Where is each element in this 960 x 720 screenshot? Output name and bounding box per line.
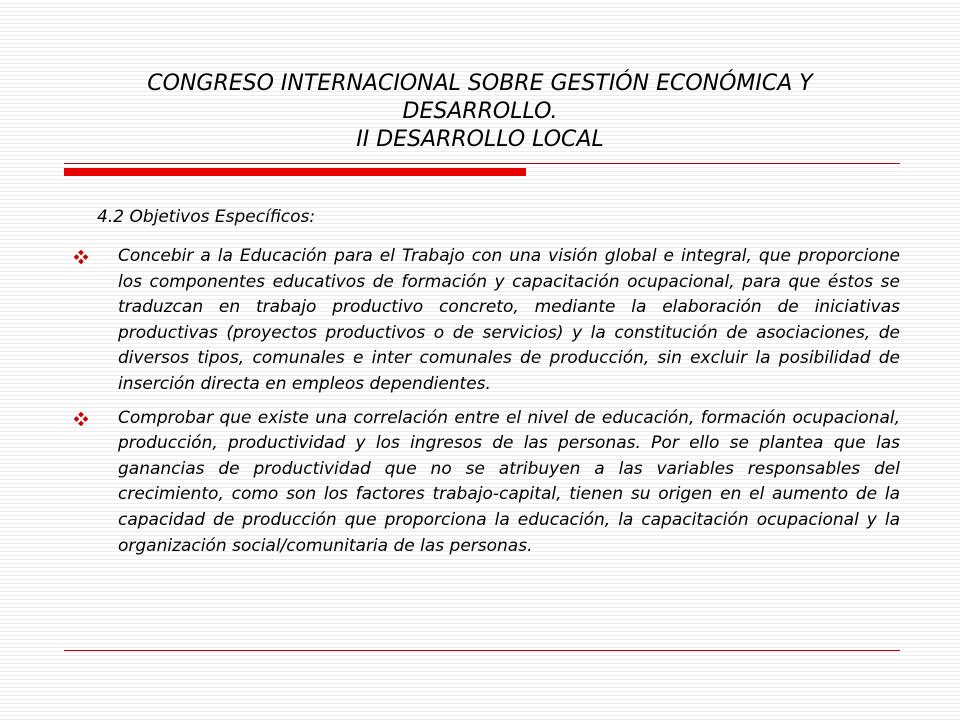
slide-title	[70, 70, 890, 154]
title-line-1: CONGRESO INTERNACIONAL SOBRE GESTIÓN ECONÓMICA Y	[147, 71, 813, 96]
title-line-2: DESARROLLO.	[402, 99, 558, 124]
objective-item	[70, 406, 900, 560]
title-divider-thick	[64, 168, 526, 176]
footer-divider	[64, 650, 900, 651]
diamond-bullet-icon	[74, 250, 88, 264]
objectives-list	[70, 244, 900, 567]
objective-text: Concebir a la Educación para el Trabajo con una visión global e integral, que proporcione los componentes educativos de formación y capacitación ocupacional, para que éstos se traduzcan en trabajo productivo concreto, mediante la elaboración de iniciativas productivas (proyectos productivos o de servicios) y la constitución de asociaciones, de diversos tipos, comunales e inter comunales de producción, sin excluir la posibilidad de inserción directa en empleos dependientes.	[118, 246, 900, 394]
objective-item	[70, 244, 900, 398]
diamond-bullet-icon	[74, 412, 88, 426]
title-divider-thin	[64, 163, 900, 164]
objective-text: Comprobar que existe una correlación entre el nivel de educación, formación ocupacional, producción, productividad y los ingresos de las personas. Por ello se plantea que las ganancias de productividad que no se atribuyen a las variables responsables del crecimiento, como son los factores trabajo-capital, tienen su origen en el aumento de la capacidad de producción que proporciona la educación, la capacitación ocupacional y la organización social/comunitaria de las personas.	[118, 407, 900, 556]
title-line-3: II DESARROLLO LOCAL	[356, 127, 604, 152]
section-subheading: 4.2 Objetivos Específicos:	[97, 207, 316, 227]
